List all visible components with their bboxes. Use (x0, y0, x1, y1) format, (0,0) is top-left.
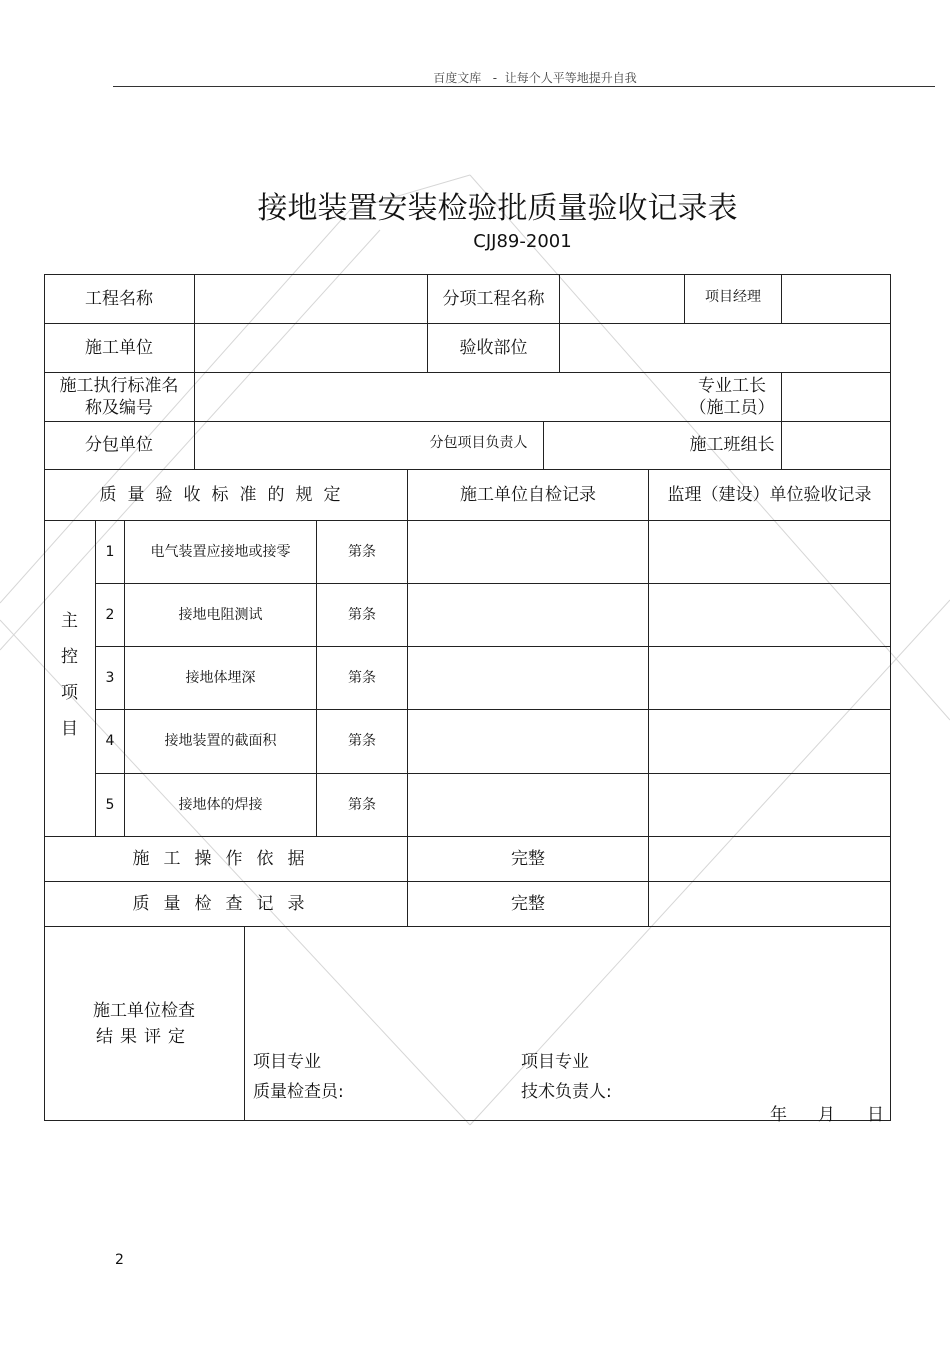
operation-basis-supervisor[interactable] (649, 836, 890, 881)
result-label-line1: 施工单位检查 (93, 1001, 195, 1021)
item-3-no: 3 (105, 669, 115, 686)
team-leader-label: 施工班组长 (689, 435, 775, 455)
item-2-supervisor-check[interactable] (649, 583, 890, 646)
item-3-supervisor-check[interactable] (649, 646, 890, 709)
item-3-name: 接地体埋深 (185, 669, 256, 686)
sub-project-name-field[interactable] (560, 274, 684, 323)
item-5-supervisor-check[interactable] (649, 773, 890, 836)
main-control-char-4: 目 (61, 719, 78, 739)
construction-unit-field[interactable] (195, 323, 427, 372)
item-3-clause: 第条 (348, 669, 376, 686)
project-manager-label: 项目经理 (705, 288, 761, 305)
subcontract-lead-field[interactable] (544, 421, 681, 469)
item-5-name: 接地体的焊接 (178, 796, 263, 813)
project-name-label: 工程名称 (85, 288, 153, 309)
header-rule (113, 86, 935, 87)
standard-label (44, 372, 194, 421)
result-evaluation-label (44, 994, 244, 1054)
subcontract-unit-label: 分包单位 (85, 435, 153, 455)
quality-standard-header: 质量验收标准的规定 (99, 484, 352, 505)
construction-unit-label: 施工单位 (85, 337, 153, 358)
operation-basis-value: 完整 (511, 848, 545, 869)
header-separator: - (492, 71, 498, 85)
item-3-self-check[interactable] (408, 646, 648, 709)
foreman-label-line2: （施工员） (689, 397, 775, 418)
item-1-self-check[interactable] (408, 520, 648, 583)
item-2-name: 接地电阻测试 (178, 606, 263, 623)
main-control-char-1: 主 (61, 611, 78, 631)
page-number: 2 (115, 1252, 124, 1268)
acceptance-part-label: 验收部位 (459, 337, 528, 358)
header-slogan: 让每个人平等地提升自我 (504, 71, 637, 85)
main-control-char-3: 项 (61, 683, 78, 703)
project-name-field[interactable] (195, 274, 427, 323)
operation-basis-label: 施工操作依据 (132, 848, 319, 869)
inspector-line2: 质量检查员: (253, 1082, 344, 1102)
quality-record-value: 完整 (511, 893, 545, 914)
item-2-self-check[interactable] (408, 583, 648, 646)
acceptance-part-field[interactable] (560, 323, 890, 372)
main-control-label (44, 600, 95, 750)
item-2-no: 2 (105, 606, 115, 623)
tech-lead-line1: 项目专业 (521, 1052, 589, 1072)
project-manager-field[interactable] (782, 274, 890, 323)
item-4-self-check[interactable] (408, 709, 648, 773)
subcontract-lead-label: 分包项目负责人 (429, 435, 528, 451)
item-1-no: 1 (105, 543, 115, 560)
standard-code: CJJ89-2001 (473, 231, 572, 252)
page-header (0, 69, 950, 86)
item-5-clause: 第条 (348, 796, 376, 813)
foreman-label-line1: 专业工长 (698, 375, 766, 396)
date-day: 日 (867, 1105, 884, 1125)
inspection-form-table (44, 274, 891, 1125)
subcontract-unit-field[interactable] (195, 421, 416, 469)
item-5-no: 5 (105, 796, 115, 813)
sub-project-name-label: 分项工程名称 (442, 288, 545, 309)
date-year: 年 (770, 1105, 787, 1125)
inspector-line1: 项目专业 (253, 1052, 321, 1072)
item-1-clause: 第条 (348, 543, 376, 560)
item-4-supervisor-check[interactable] (649, 709, 890, 773)
main-control-char-2: 控 (61, 647, 78, 667)
item-4-name: 接地装置的截面积 (164, 733, 277, 749)
standard-label-line2: 称及编号 (85, 397, 153, 418)
supervisor-check-header: 监理（建设）单位验收记录 (667, 484, 872, 505)
header-site: 百度文库 (433, 71, 482, 85)
date-month: 月 (818, 1105, 835, 1125)
self-check-header: 施工单位自检记录 (460, 484, 596, 505)
foreman-field[interactable] (782, 372, 890, 421)
result-label-line2: 结果评定 (96, 1027, 192, 1047)
quality-record-supervisor[interactable] (649, 881, 890, 926)
tech-lead-line2: 技术负责人: (521, 1082, 612, 1102)
foreman-label (682, 372, 782, 421)
item-5-self-check[interactable] (408, 773, 648, 836)
item-2-clause: 第条 (348, 606, 376, 623)
item-1-name: 电气装置应接地或接零 (150, 543, 291, 560)
item-1-supervisor-check[interactable] (649, 520, 890, 583)
quality-record-label: 质量检查记录 (132, 893, 319, 914)
team-leader-field[interactable] (782, 421, 890, 469)
form-title: 接地装置安装检验批质量验收记录表 (257, 191, 738, 226)
standard-label-line1: 施工执行标准名 (59, 375, 179, 396)
item-4-clause: 第条 (348, 733, 376, 749)
item-4-no: 4 (105, 733, 115, 749)
